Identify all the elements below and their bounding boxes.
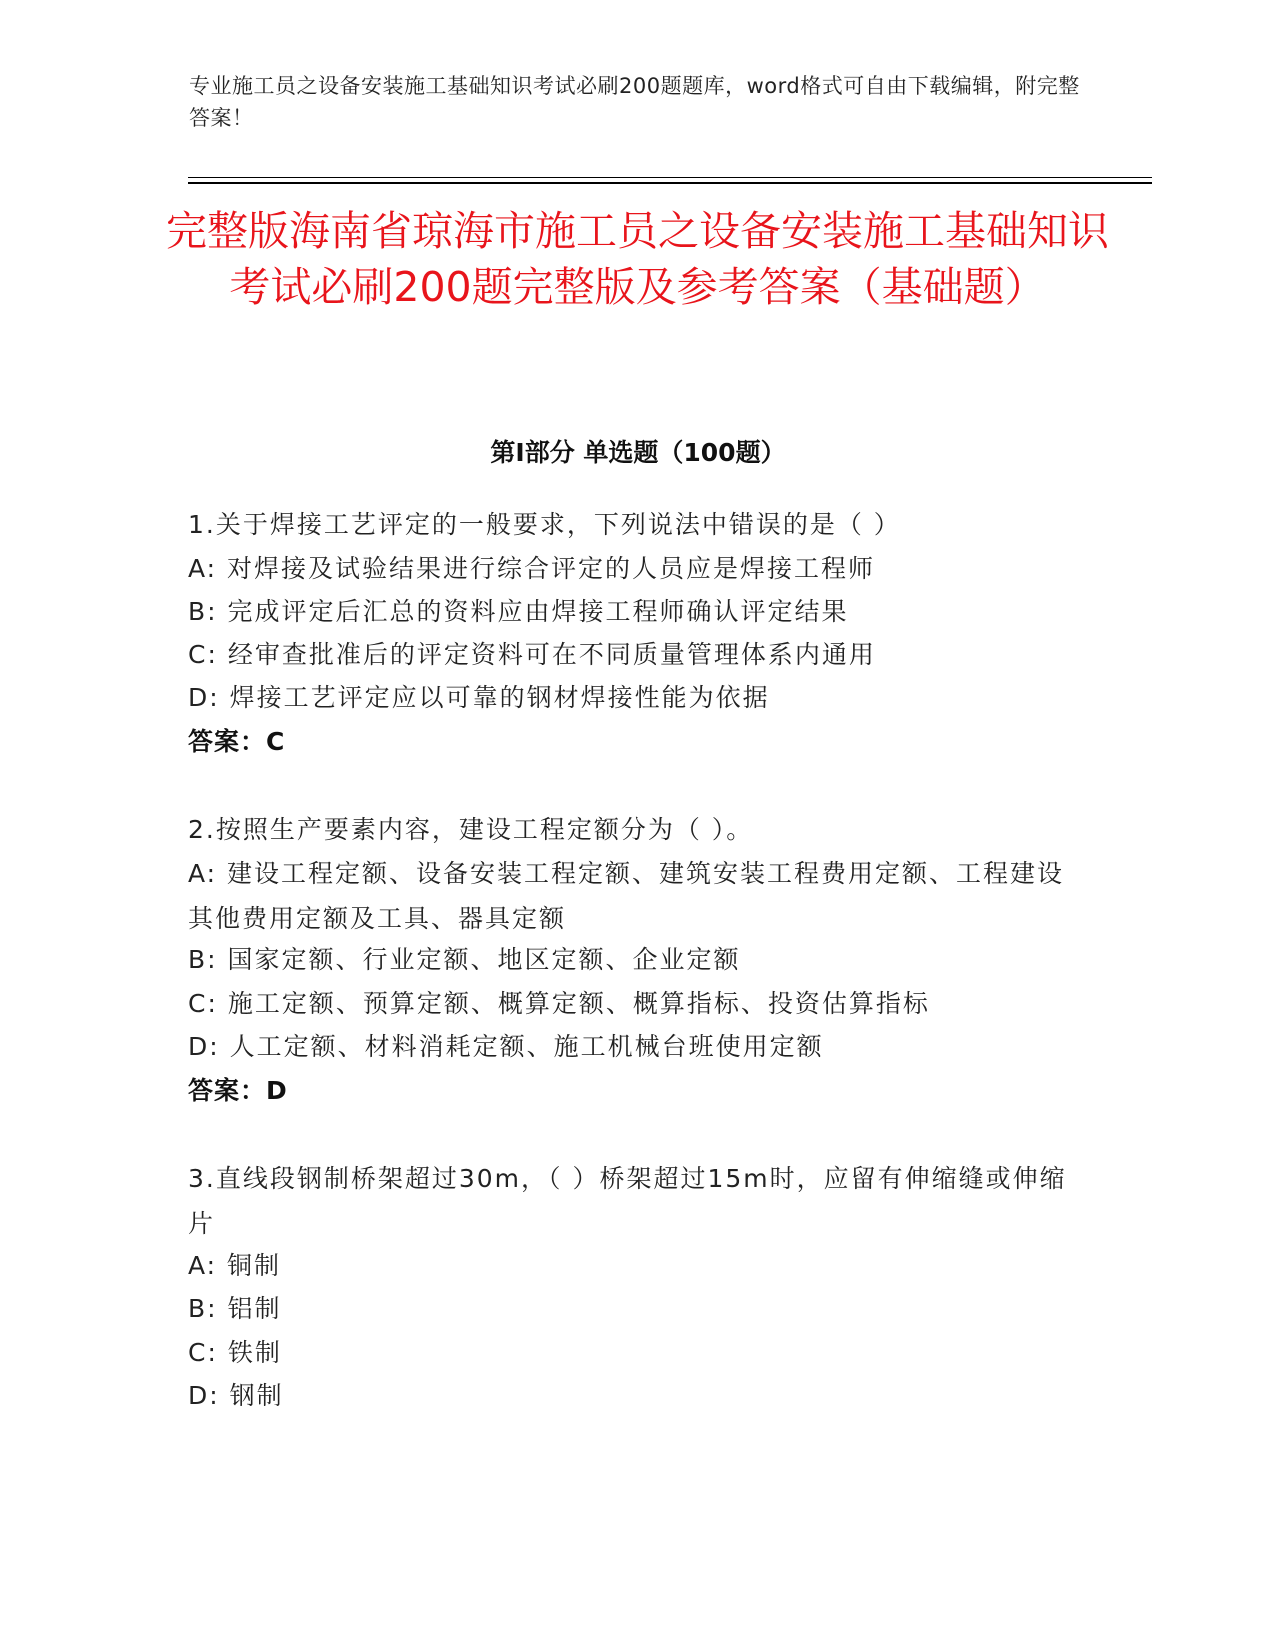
question-2-option-b: B: 国家定额、行业定额、地区定额、企业定额: [188, 945, 741, 974]
document-title: 完整版海南省琼海市施工员之设备安装施工基础知识考试必刷200题完整版及参考答案（基础题）: [166, 207, 1109, 311]
question-3-option-c: C: 铁制: [188, 1338, 282, 1367]
question-2-option-c: C: 施工定额、预算定额、概算定额、概算指标、投资估算指标: [188, 989, 930, 1018]
question-1-text: 1.关于焊接工艺评定的一般要求，下列说法中错误的是（ ）: [188, 510, 901, 539]
question-1-option-c: C: 经审查批准后的评定资料可在不同质量管理体系内通用: [188, 640, 876, 669]
question-2-text: 2.按照生产要素内容，建设工程定额分为（ ）。: [188, 815, 754, 844]
header-note: 专业施工员之设备安装施工基础知识考试必刷200题题库，word格式可自由下载编辑，附完整答案！: [189, 74, 1080, 130]
section-heading: 第I部分 单选题（100题）: [490, 438, 786, 467]
question-3-option-a: A: 铜制: [188, 1251, 282, 1280]
question-3-option-d: D: 钢制: [188, 1381, 284, 1410]
question-2-option-d: D: 人工定额、材料消耗定额、施工机械台班使用定额: [188, 1032, 824, 1061]
question-1-answer: 答案：C: [188, 727, 286, 756]
question-3-text: 3.直线段钢制桥架超过30m，（ ）桥架超过15m时，应留有伸缩缝或伸缩片: [188, 1164, 1067, 1238]
question-1-option-b: B: 完成评定后汇总的资料应由焊接工程师确认评定结果: [188, 597, 849, 626]
header-divider-thick: [188, 182, 1152, 184]
question-1-option-d: D: 焊接工艺评定应以可靠的钢材焊接性能为依据: [188, 683, 770, 712]
question-2-option-a: A: 建设工程定额、设备安装工程定额、建筑安装工程费用定额、工程建设其他费用定额及工具、器具定额: [188, 859, 1065, 933]
header-divider-thin: [188, 177, 1152, 178]
question-1-option-a: A: 对焊接及试验结果进行综合评定的人员应是焊接工程师: [188, 554, 876, 583]
question-2-answer: 答案：D: [188, 1076, 288, 1105]
question-3-option-b: B: 铝制: [188, 1294, 282, 1323]
